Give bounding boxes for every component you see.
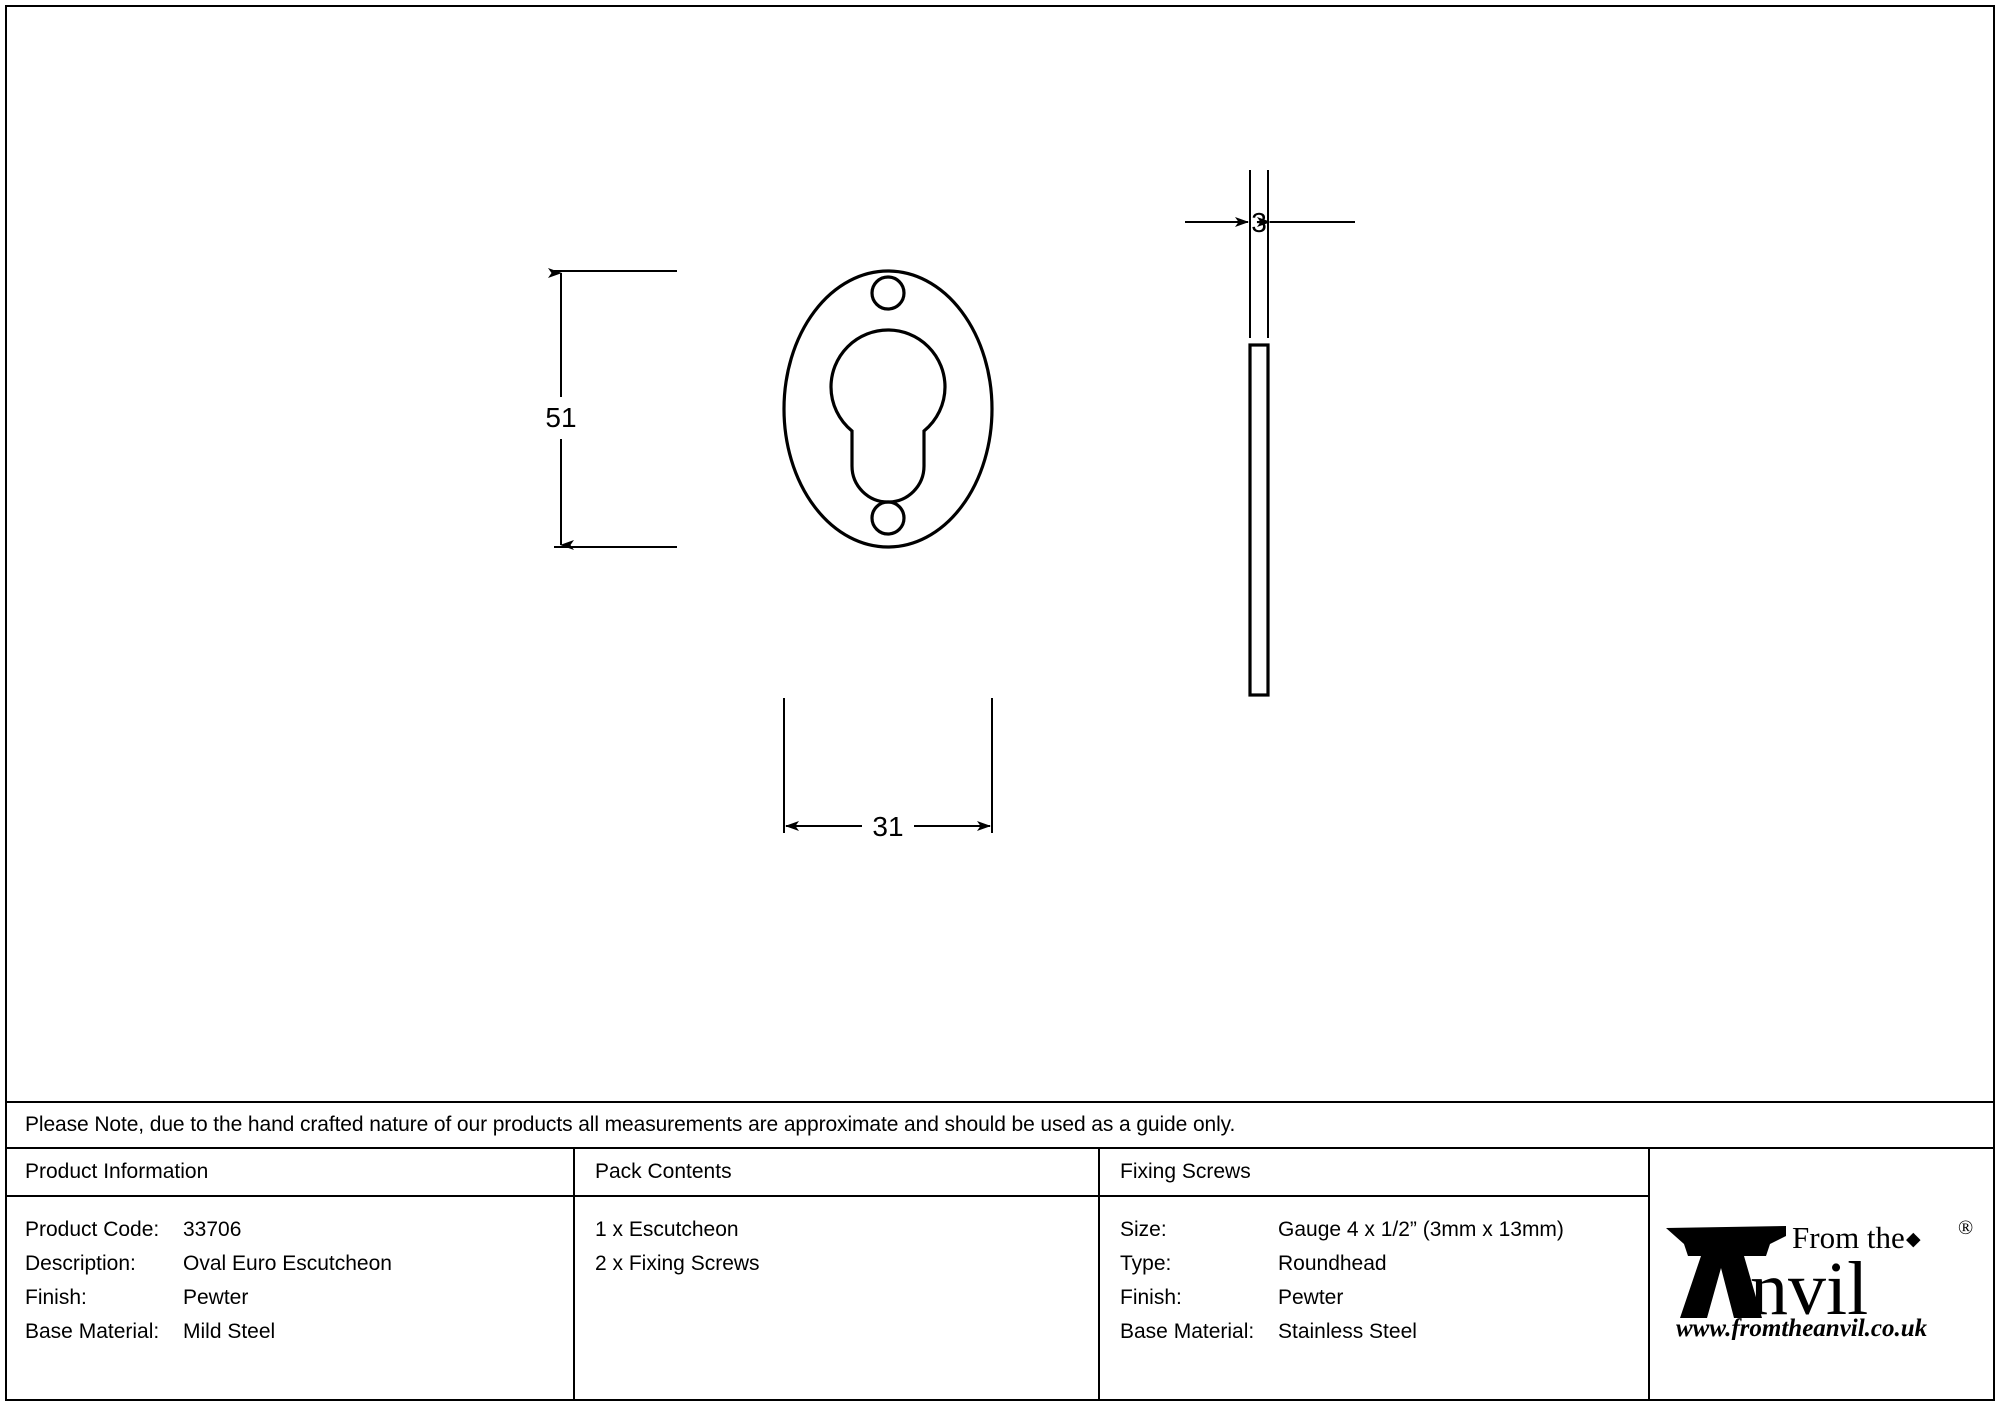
oval-plate-outline: [784, 271, 992, 547]
logo-trademark-symbol: ®: [1957, 1217, 1973, 1239]
please-note-row: [5, 1101, 1995, 1149]
logo-diamond-icon: ◆: [1905, 1229, 1921, 1250]
screw-base-material-value: Stainless Steel: [1278, 1320, 1417, 1343]
lower-fixing-hole: [872, 502, 904, 534]
logo-brand-wordmark: nvil: [1749, 1247, 1868, 1331]
dimension-width-31: [784, 698, 992, 842]
side-view: [1250, 345, 1268, 695]
base-material-label: Base Material:: [25, 1320, 160, 1343]
description-label: Description:: [25, 1252, 136, 1275]
table-row: [1120, 1247, 1648, 1281]
table-row: [25, 1213, 573, 1247]
upper-fixing-hole: [872, 277, 904, 309]
logo-tagline: From the: [1791, 1220, 1905, 1255]
product-information-column: [5, 1149, 575, 1401]
description-value: Oval Euro Escutcheon: [183, 1252, 392, 1275]
finish-value: Pewter: [183, 1286, 249, 1309]
dimension-thickness-label: 3: [1251, 207, 1267, 238]
pack-contents-body: [575, 1197, 1098, 1281]
fixing-screws-column: [1100, 1149, 1650, 1401]
table-row: [1120, 1213, 1648, 1247]
product-code-value: 33706: [183, 1218, 242, 1241]
list-item: 1 x Escutcheon: [595, 1218, 739, 1241]
pack-contents-column: [575, 1149, 1100, 1401]
side-profile-rect: [1250, 345, 1268, 695]
screw-finish-label: Finish:: [1120, 1286, 1182, 1309]
base-material-value: Mild Steel: [183, 1320, 276, 1343]
pack-contents-header: Pack Contents: [575, 1149, 1098, 1197]
finish-label: Finish:: [25, 1286, 87, 1309]
table-row: [1120, 1281, 1648, 1315]
please-note-text: Please Note, due to the hand crafted nature of our products all measurements are approximate and should be used as a guide only.: [25, 1113, 1236, 1136]
table-row: [25, 1281, 573, 1315]
screw-type-label: Type:: [1120, 1252, 1172, 1275]
from-the-anvil-logo: [1650, 1149, 1995, 1401]
product-code-label: Product Code:: [25, 1218, 160, 1241]
screw-finish-value: Pewter: [1278, 1286, 1344, 1309]
list-item: 2 x Fixing Screws: [595, 1252, 760, 1275]
front-view: [784, 271, 992, 547]
brand-logo-column: [1650, 1149, 1995, 1401]
product-information-body: [5, 1197, 573, 1349]
screw-base-material-label: Base Material:: [1120, 1320, 1255, 1343]
fixing-screws-header: Fixing Screws: [1100, 1149, 1648, 1197]
product-information-header: Product Information: [5, 1149, 573, 1197]
dimension-width-label: 31: [872, 811, 904, 842]
dimension-thickness-3: [1185, 170, 1355, 338]
logo-website: www.fromtheanvil.co.uk: [1675, 1315, 1927, 1340]
table-row: [25, 1315, 573, 1349]
fixing-screws-body: [1100, 1197, 1648, 1349]
screw-type-value: Roundhead: [1278, 1252, 1387, 1275]
dimension-height-label: 51: [545, 402, 577, 433]
screw-size-label: Size:: [1120, 1218, 1167, 1241]
euro-cylinder-keyhole: [831, 330, 945, 502]
dimension-height-51: [545, 271, 677, 547]
information-table: [5, 1149, 1995, 1401]
table-row: [25, 1247, 573, 1281]
screw-size-value: Gauge 4 x 1/2” (3mm x 13mm): [1278, 1218, 1564, 1241]
table-row: [1120, 1315, 1648, 1349]
drawing-area: [5, 5, 1995, 1101]
